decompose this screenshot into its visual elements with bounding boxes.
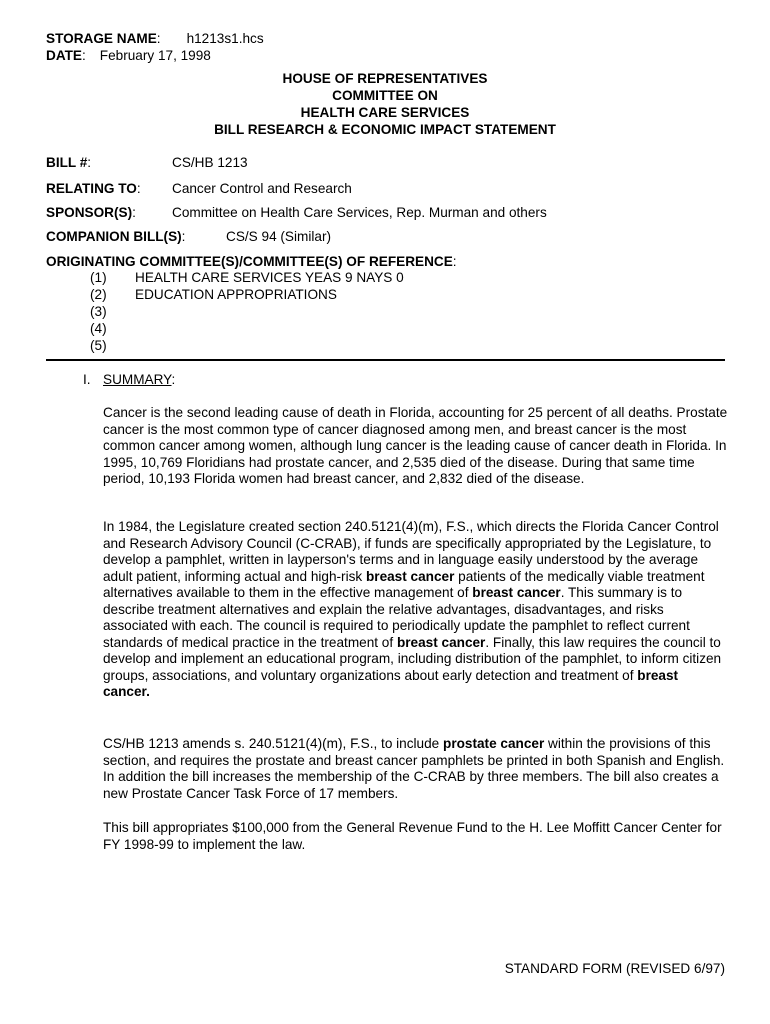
- summary-paragraph-2: In 1984, the Legislature created section 240.5121(4)(m), F.S., which directs the Florida Cancer Control and Research Advisory Council (C-CRAB), if funds are specifically appropriated by the Legislature, to develop a pamphlet, written in layperson's terms and in language easily understood by the average adult patient, informing actual and high-risk breast cancer patients of the medically viable treatment alternatives available to them in the effective management of breast cancer. This summary is to describe treatment alternatives and explain the relative advantages, disadvantages, and risks associated with each. The council is required to periodically update the pamphlet to reflect current standards of medical practice in the treatment of breast cancer. Finally, this law requires the council to develop and implement an educational program, including distribution of the pamphlet, to inform citizen groups, associations, and voluntary organizations about early detection and treatment of breast cancer.: [103, 519, 722, 699]
- storage-name-label: STORAGE NAME: [46, 31, 157, 46]
- bill-number-label: BILL #: [46, 155, 88, 170]
- committee-num-2: (2): [90, 287, 107, 302]
- storage-name-value: h1213s1.hcs: [186, 31, 264, 46]
- relating-to-row: RELATING TO:: [46, 181, 141, 196]
- summary-paragraph-4: This bill appropriates $100,000 from the General Revenue Fund to the H. Lee Moffitt Cancer Center for FY 1998-99 to implement the law.: [103, 820, 722, 852]
- sponsor-row: SPONSOR(S):: [46, 205, 136, 220]
- committee-num-3: (3): [90, 304, 107, 319]
- relating-to-value: Cancer Control and Research: [172, 181, 352, 196]
- relating-to-label: RELATING TO: [46, 181, 137, 196]
- title-line-3: HEALTH CARE SERVICES: [300, 105, 470, 120]
- summary-numeral: I.: [83, 372, 91, 387]
- companion-value: CS/S 94 (Similar): [226, 229, 331, 244]
- date-label: DATE: [46, 48, 82, 63]
- form-footer: STANDARD FORM (REVISED 6/97): [504, 961, 725, 976]
- title-line-4: BILL RESEARCH & ECONOMIC IMPACT STATEMENT: [214, 122, 556, 137]
- divider-rule: [46, 359, 725, 361]
- summary-heading: SUMMARY: [103, 372, 172, 387]
- companion-label: COMPANION BILL(S): [46, 229, 182, 244]
- originating-row: ORIGINATING COMMITTEE(S)/COMMITTEE(S) OF REFERENCE:: [46, 254, 457, 269]
- sponsor-label: SPONSOR(S): [46, 205, 133, 220]
- storage-name-line: STORAGE NAME: h1213s1.hcs: [46, 31, 264, 46]
- date-value: February 17, 1998: [99, 48, 211, 63]
- committee-name-1: HEALTH CARE SERVICES YEAS 9 NAYS 0: [135, 270, 404, 285]
- committee-name-2: EDUCATION APPROPRIATIONS: [135, 287, 337, 302]
- title-line-1: HOUSE OF REPRESENTATIVES: [282, 71, 488, 86]
- summary-paragraph-3: CS/HB 1213 amends s. 240.5121(4)(m), F.S., to include prostate cancer within the provisions of this section, and requires the prostate and breast cancer pamphlets be printed in both Spanish and English. In addition the bill increases the membership of the C-CRAB by three members. The bill also creates a new Prostate Cancer Task Force of 17 members.: [103, 736, 725, 801]
- summary-heading-row: SUMMARY:: [103, 372, 176, 387]
- committee-num-5: (5): [90, 338, 107, 353]
- date-line: DATE: February 17, 1998: [46, 48, 211, 63]
- bill-number-value: CS/HB 1213: [172, 155, 248, 170]
- sponsor-value: Committee on Health Care Services, Rep. Murman and others: [172, 205, 547, 220]
- companion-row: COMPANION BILL(S):: [46, 229, 186, 244]
- committee-num-1: (1): [90, 270, 107, 285]
- title-line-2: COMMITTEE ON: [332, 88, 438, 103]
- summary-paragraph-1: Cancer is the second leading cause of death in Florida, accounting for 25 percent of all deaths. Prostate cancer is the most common type of cancer diagnosed among men, and breast cancer is the most common cancer among women, although lung cancer is the leading cause of cancer death in Florida. In 1995, 10,769 Floridians had prostate cancer, and 2,535 died of the disease. During that same time period, 10,193 Florida women had breast cancer, and 2,832 died of the disease.: [103, 405, 728, 486]
- bill-number-row: BILL #:: [46, 155, 92, 170]
- committee-num-4: (4): [90, 321, 107, 336]
- originating-label: ORIGINATING COMMITTEE(S)/COMMITTEE(S) OF REFERENCE: [46, 254, 453, 269]
